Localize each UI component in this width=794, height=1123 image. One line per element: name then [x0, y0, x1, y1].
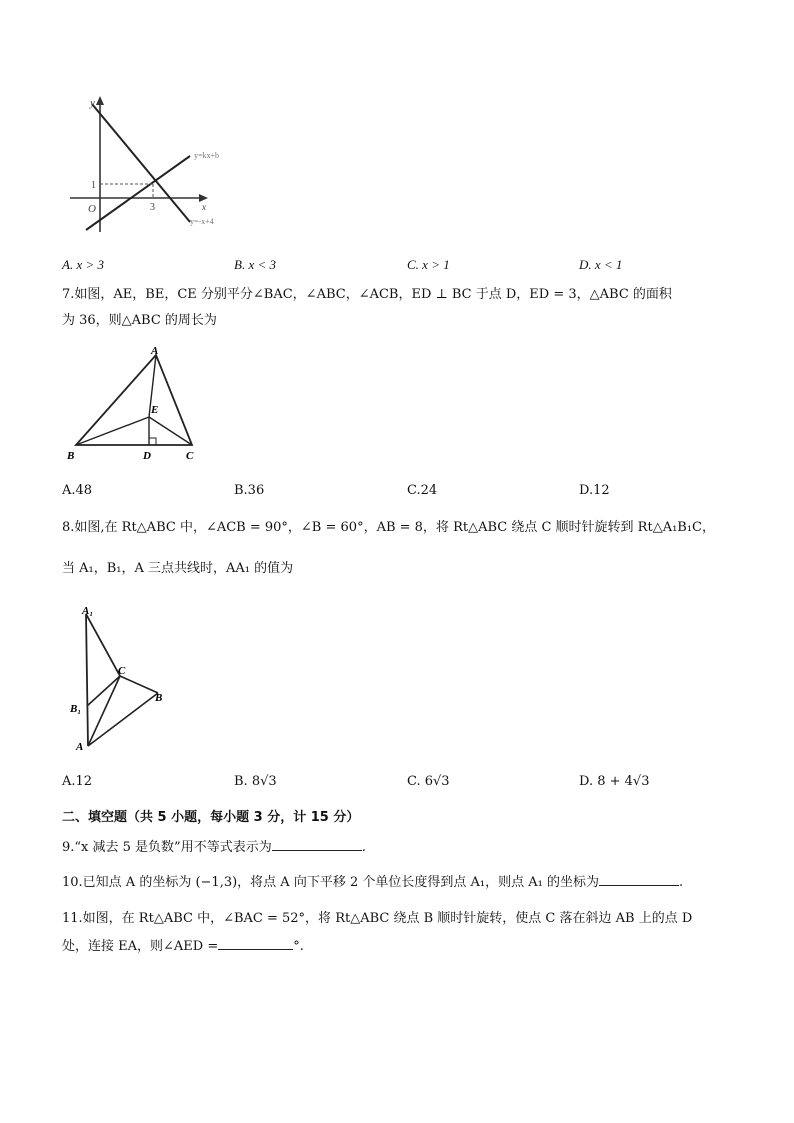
- q8-segment-cb: [120, 676, 158, 693]
- q10-answer-blank[interactable]: [599, 873, 679, 886]
- q7-label-d: D: [143, 450, 151, 462]
- q8-option-c: C. 6√3: [407, 774, 450, 789]
- q8-segment-a1a: [86, 614, 88, 746]
- q7-triangle-figure: [62, 345, 212, 463]
- q6-line-increasing: [86, 156, 190, 230]
- q6-graph-figure: [62, 92, 262, 242]
- q7-label-b: B: [67, 450, 75, 462]
- q8-segment-b1c: [87, 676, 120, 706]
- q6-label-line2: y=-x+4: [190, 217, 214, 226]
- q9-answer-blank[interactable]: [272, 838, 362, 851]
- q9-text-after: .: [361, 840, 366, 855]
- q8-option-a: A.12: [62, 774, 93, 789]
- q7-option-b: B.36: [234, 483, 265, 498]
- q8-option-d: D. 8 + 4√3: [579, 774, 650, 789]
- q8-stem-line1: 8.如图,在 Rt△ABC 中，∠ACB = 90°，∠B = 60°，AB = 8，将 Rt△ABC 绕点 C 顺时针旋转到 Rt△A₁B₁C，: [62, 520, 716, 535]
- q8-segment-a1c: [86, 614, 120, 676]
- q6-label-origin: O: [88, 203, 96, 215]
- q6-label-tick-1: 1: [91, 180, 96, 191]
- q8-rotation-figure: [62, 600, 182, 758]
- q8-option-b: B. 8√3: [234, 774, 277, 789]
- q9-text-before: 9.“x 减去 5 是负数”用不等式表示为: [62, 840, 272, 855]
- q6-line-decreasing: [92, 104, 190, 222]
- q11-line2: [62, 937, 304, 956]
- q6-label-y: y: [90, 97, 95, 109]
- q7-option-a: A.48: [62, 483, 93, 498]
- q7-option-c: C.24: [407, 483, 438, 498]
- q8-label-a: A: [76, 741, 84, 753]
- q7-option-d: D.12: [579, 483, 610, 498]
- q6-option-a: A. x > 3: [62, 257, 104, 272]
- q11-text-before: 处，连接 EA，则∠AED =: [62, 939, 219, 954]
- q8-stem-line2: 当 A₁，B₁，A 三点共线时，AA₁ 的值为: [62, 561, 294, 576]
- q8-segment-ac: [88, 676, 120, 746]
- q7-stem-line1: 7.如图，AE，BE，CE 分别平分∠BAC，∠ABC，∠ACB，ED ⊥ BC 于点 D，ED = 3，△ABC 的面积: [62, 287, 672, 302]
- q10-text: [62, 873, 683, 892]
- q6-y-arrow: [96, 96, 104, 105]
- q8-label-a1: A₁: [82, 605, 94, 617]
- q10-text-before: 10.已知点 A 的坐标为 (−1,3)，将点 A 向下平移 2 个单位长度得到点 A₁，则点 A₁ 的坐标为: [62, 875, 599, 890]
- q6-x-arrow: [199, 194, 208, 202]
- q8-label-c: C: [118, 665, 126, 677]
- q8-segment-ab: [88, 693, 158, 746]
- q7-label-e: E: [151, 404, 159, 416]
- q7-label-c: C: [186, 450, 194, 462]
- q7-stem-line2: 为 36，则△ABC 的周长为: [62, 313, 217, 328]
- q9-text: [62, 838, 366, 857]
- q8-label-b1: B₁: [70, 703, 82, 715]
- q10-text-after: .: [678, 875, 684, 890]
- q6-option-d: D. x < 1: [579, 257, 623, 272]
- q6-label-x: x: [202, 202, 206, 212]
- q7-triangle-abc: [76, 355, 192, 445]
- q8-label-b: B: [155, 692, 163, 704]
- q11-line1: 11.如图，在 Rt△ABC 中，∠BAC = 52°，将 Rt△ABC 绕点 B 顺时针旋转，使点 C 落在斜边 AB 上的点 D: [62, 911, 693, 926]
- section-2-heading: 二、填空题（共 5 小题，每小题 3 分，计 15 分）: [62, 810, 360, 825]
- q11-text-after: °.: [293, 939, 304, 954]
- q6-label-tick-3: 3: [150, 202, 155, 213]
- q6-option-c: C. x > 1: [407, 257, 450, 272]
- q6-label-line1: y=kx+b: [194, 151, 220, 160]
- q6-option-b: B. x < 3: [234, 257, 276, 272]
- q7-label-a: A: [151, 345, 159, 357]
- q7-segment-be: [76, 417, 149, 445]
- q7-right-angle-mark: [149, 438, 156, 445]
- q11-answer-blank[interactable]: [218, 937, 293, 950]
